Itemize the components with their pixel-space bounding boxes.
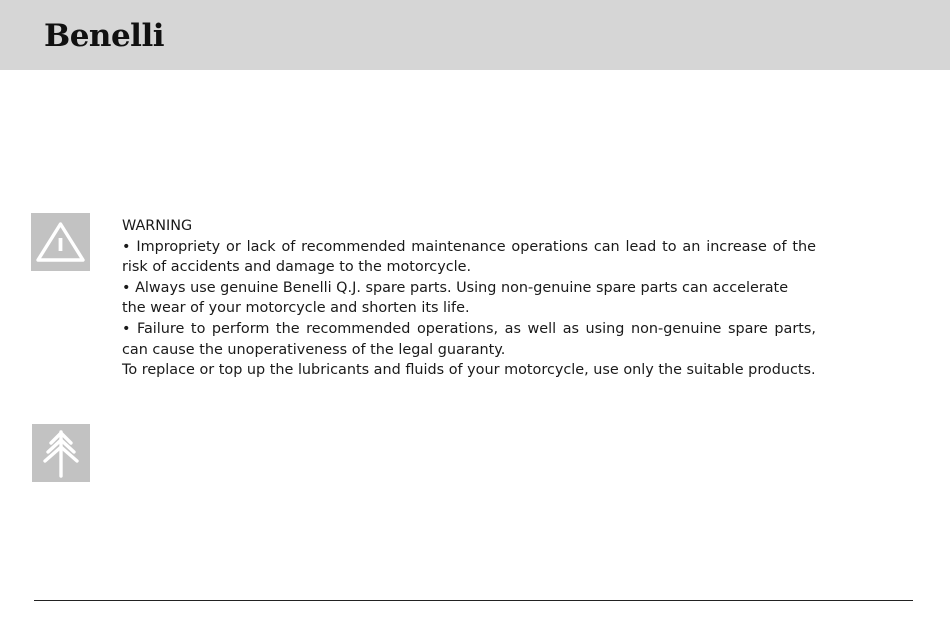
warning-line: can cause the unoperativeness of the legal guaranty. bbox=[122, 341, 506, 358]
header-bar bbox=[0, 0, 950, 70]
footer-divider bbox=[34, 600, 913, 601]
warning-line: To replace or top up the lubricants and fluids of your motorcycle, use only the suitable products. bbox=[122, 362, 816, 379]
warning-line: • Failure to perform the recommended operations, as well as using non-genuine spare parts, bbox=[122, 320, 816, 337]
warning-line: • Always use genuine Benelli Q.J. spare parts. Using non-genuine spare parts can accelerate bbox=[122, 279, 789, 296]
brand-logo: Benelli bbox=[44, 18, 165, 54]
warning-line: risk of accidents and damage to the motorcycle. bbox=[122, 259, 472, 276]
warning-triangle-icon bbox=[31, 213, 90, 271]
warning-heading: WARNING bbox=[122, 218, 193, 234]
tree-eco-icon bbox=[32, 424, 90, 482]
warning-line: • Impropriety or lack of recommended maintenance operations can lead to an increase of the bbox=[122, 238, 816, 255]
warning-block bbox=[122, 216, 816, 381]
warning-line: the wear of your motorcycle and shorten its life. bbox=[122, 300, 470, 317]
